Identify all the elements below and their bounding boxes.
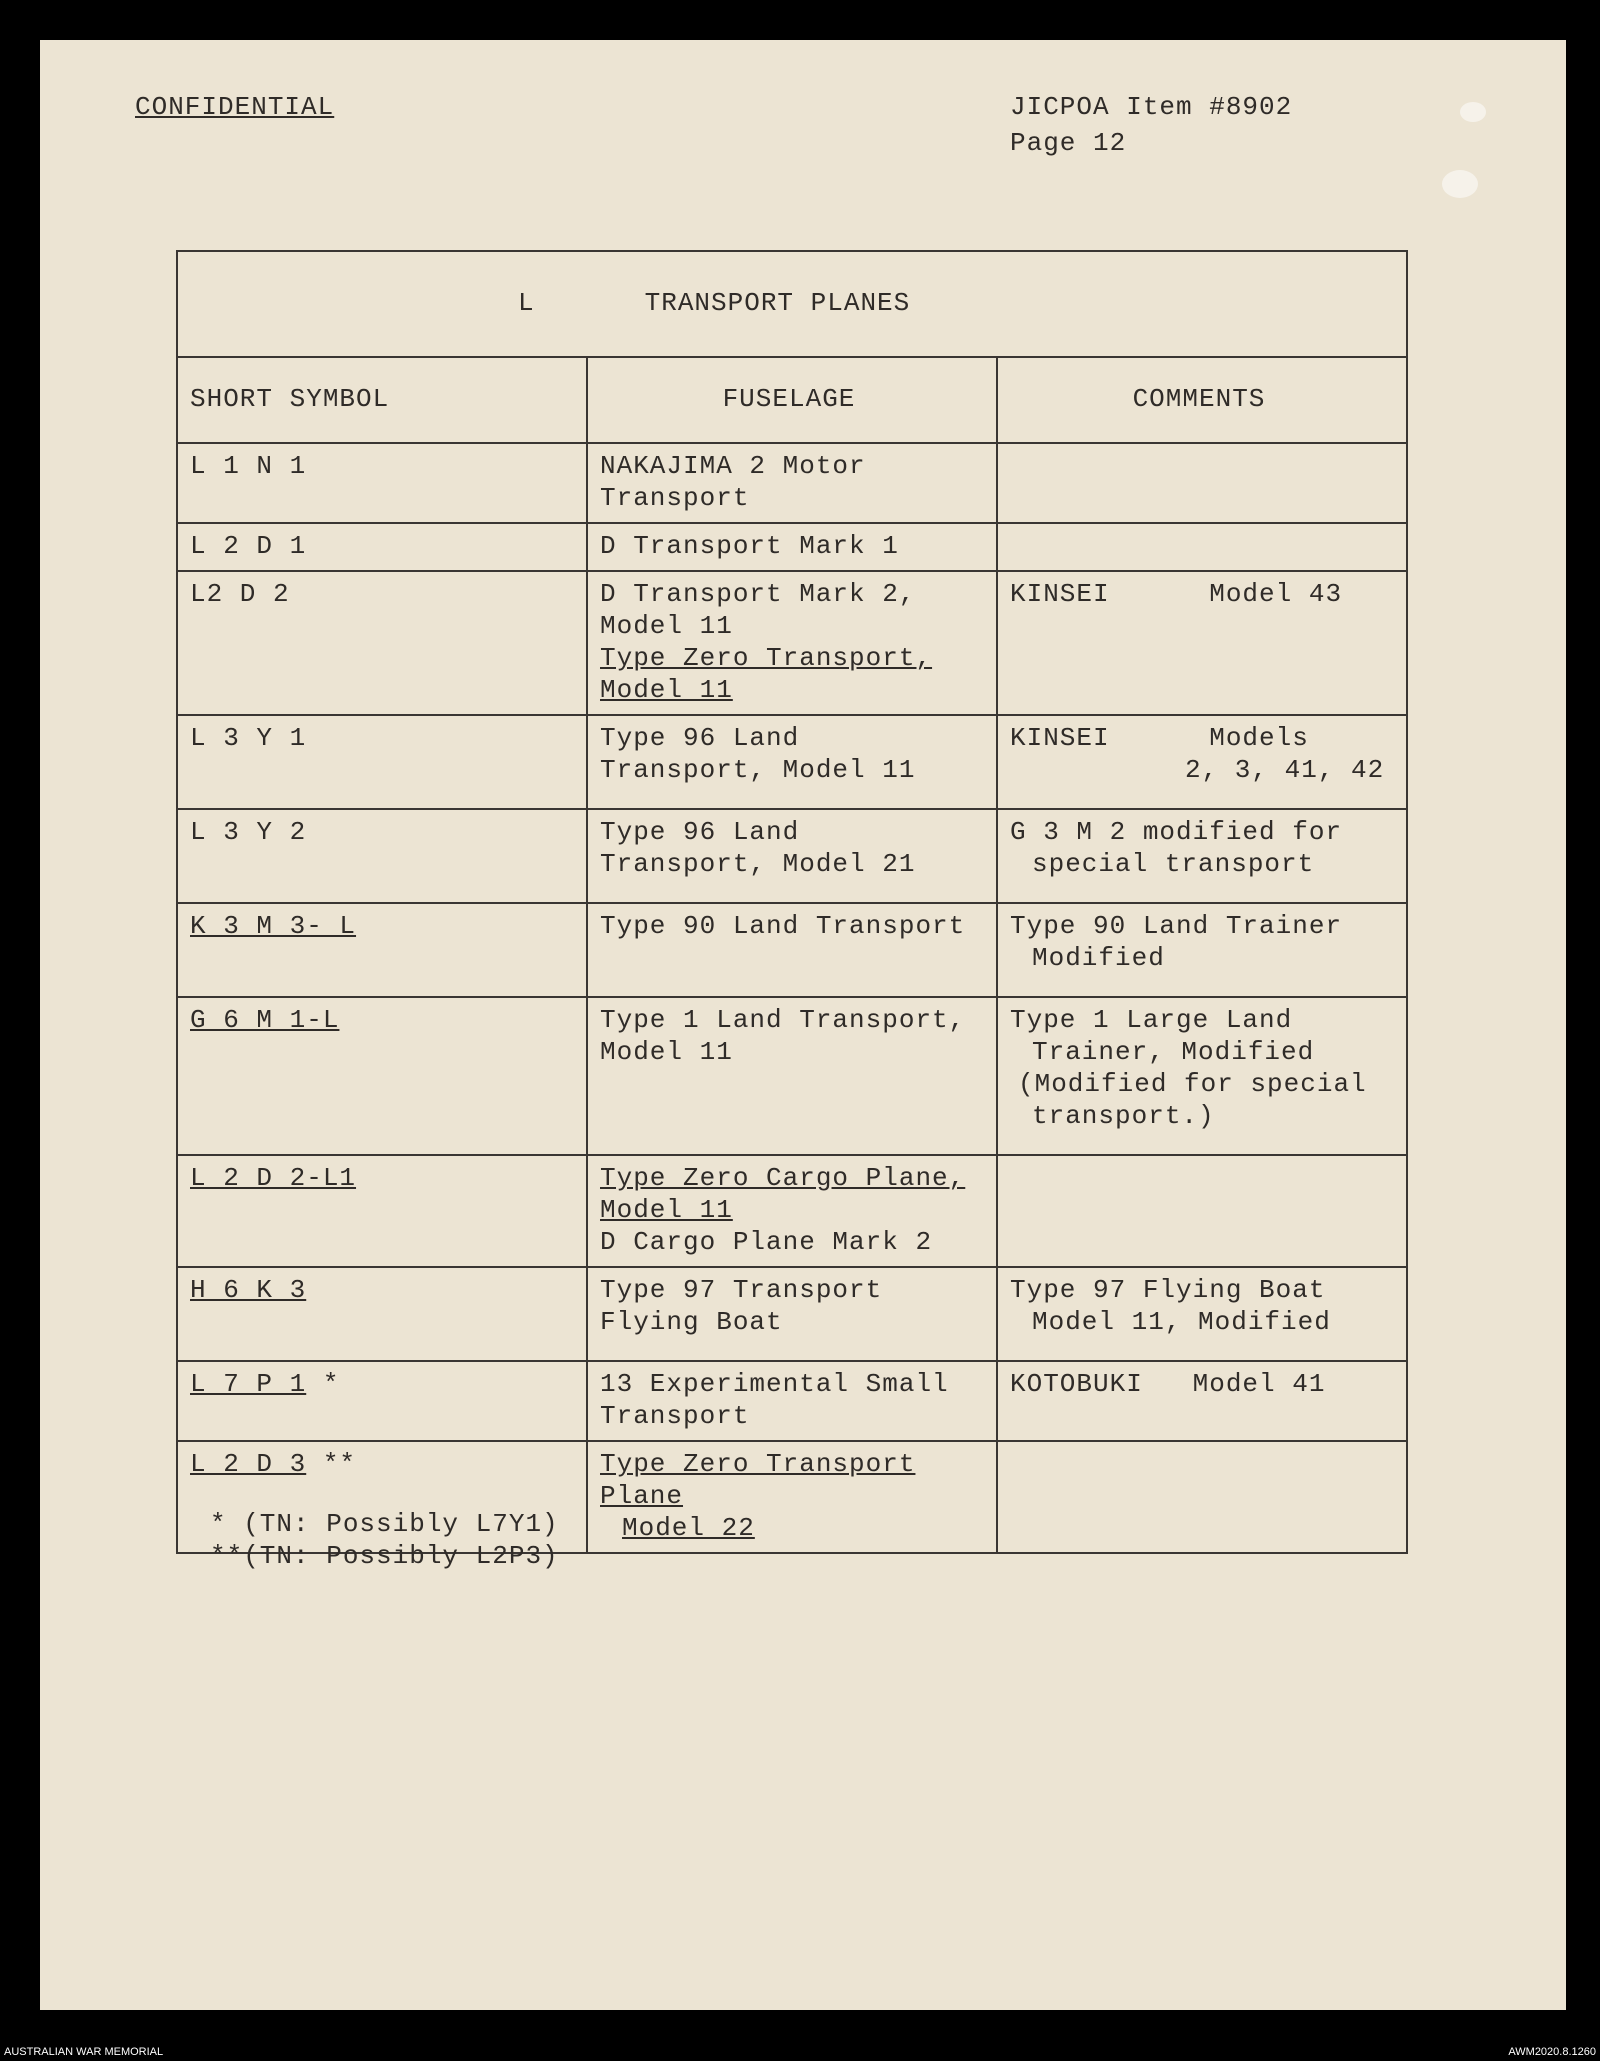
fuselage-line: D Transport Mark 1	[600, 531, 899, 561]
fuselage-cell	[587, 1361, 997, 1441]
fuselage-line: 13 Experimental Small Transport	[600, 1369, 949, 1431]
short-symbol-cell	[177, 1267, 587, 1361]
comments-cell	[997, 523, 1407, 571]
table-title-text: TRANSPORT PLANES	[644, 288, 911, 318]
table-title	[177, 251, 1407, 357]
comment-line: Model 11, Modified	[1032, 1307, 1331, 1337]
footnotes	[210, 1508, 559, 1572]
fuselage-cell	[587, 523, 997, 571]
archive-credit: AUSTRALIAN WAR MEMORIAL	[4, 2046, 164, 2058]
short-symbol: L 2 D 1	[190, 531, 307, 561]
fuselage-line: D Transport Mark 2, Model 11	[600, 579, 916, 641]
short-symbol-cell	[177, 1155, 587, 1267]
fuselage-line: Type Zero Transport Plane	[600, 1449, 916, 1511]
transport-planes-table	[176, 250, 1408, 1554]
table-header-row	[177, 357, 1407, 443]
comment-line: Type 90 Land Trainer	[1010, 911, 1343, 941]
fuselage-line: Model 22	[622, 1513, 755, 1543]
comments-cell	[997, 715, 1407, 809]
table-row	[177, 1155, 1407, 1267]
comments-cell	[997, 809, 1407, 903]
fuselage-cell	[587, 997, 997, 1155]
footnote: **(TN: Possibly L2P3)	[210, 1541, 559, 1571]
comments-cell	[997, 903, 1407, 997]
comment-line: G 3 M 2 modified for	[1010, 817, 1343, 847]
short-symbol-cell	[177, 571, 587, 715]
footnote-marker: **	[322, 1449, 357, 1479]
fuselage-line: NAKAJIMA 2 Motor Transport	[600, 451, 866, 513]
fuselage-cell	[587, 903, 997, 997]
short-symbol-cell	[177, 715, 587, 809]
fuselage-cell	[587, 715, 997, 809]
short-symbol: L 2 D 3	[190, 1449, 307, 1479]
column-header-comments: COMMENTS	[997, 357, 1407, 443]
fuselage-cell	[587, 1267, 997, 1361]
table-row	[177, 809, 1407, 903]
fuselage-line: Type 90 Land Transport	[600, 911, 966, 941]
comment-line: Modified	[1032, 943, 1165, 973]
table-row	[177, 1361, 1407, 1441]
column-header-fuselage: FUSELAGE	[587, 357, 997, 443]
short-symbol-cell	[177, 997, 587, 1155]
comments-cell	[997, 1155, 1407, 1267]
comment-line: Type 97 Flying Boat	[1010, 1275, 1326, 1305]
short-symbol: K 3 M 3- L	[190, 911, 357, 941]
fuselage-line: Type Zero Cargo Plane, Model 11	[600, 1163, 966, 1225]
comments-cell	[997, 997, 1407, 1155]
comment-line: Trainer, Modified	[1032, 1037, 1315, 1067]
table-row	[177, 997, 1407, 1155]
short-symbol: L 1 N 1	[190, 451, 307, 481]
table-row	[177, 443, 1407, 523]
short-symbol: L 7 P 1	[190, 1369, 307, 1399]
fuselage-cell	[587, 809, 997, 903]
table-row	[177, 523, 1407, 571]
classification-label: CONFIDENTIAL	[135, 92, 335, 122]
comment-line: transport.)	[1032, 1101, 1215, 1131]
paper-damage-mark	[1460, 102, 1486, 122]
short-symbol-cell	[177, 903, 587, 997]
short-symbol: L 3 Y 2	[190, 817, 307, 847]
comments-cell	[997, 1441, 1407, 1553]
table-row	[177, 571, 1407, 715]
comment-line: special transport	[1032, 849, 1315, 879]
fuselage-line: Type 96 Land Transport, Model 11	[600, 723, 916, 785]
footnote: * (TN: Possibly L7Y1)	[210, 1509, 559, 1539]
comments-cell	[997, 443, 1407, 523]
archive-reference: AWM2020.8.1260	[1508, 2046, 1596, 2058]
short-symbol-cell	[177, 523, 587, 571]
page-number: Page 12	[1010, 128, 1127, 158]
item-number: JICPOA Item #8902	[1010, 92, 1293, 122]
column-header-short-symbol: SHORT SYMBOL	[177, 357, 587, 443]
table-row	[177, 715, 1407, 809]
short-symbol-cell	[177, 1361, 587, 1441]
paper-damage-mark	[1442, 170, 1478, 198]
fuselage-line: Type Zero Transport, Model 11	[600, 643, 933, 705]
fuselage-cell	[587, 571, 997, 715]
fuselage-cell	[587, 443, 997, 523]
short-symbol: H 6 K 3	[190, 1275, 307, 1305]
comments-cell	[997, 1361, 1407, 1441]
fuselage-cell	[587, 1441, 997, 1553]
fuselage-line: Type 97 Transport Flying Boat	[600, 1275, 883, 1337]
fuselage-line: Type 1 Land Transport, Model 11	[600, 1005, 966, 1067]
short-symbol-cell	[177, 443, 587, 523]
comments-cell	[997, 1267, 1407, 1361]
table-row	[177, 903, 1407, 997]
short-symbol: G 6 M 1-L	[190, 1005, 340, 1035]
fuselage-line: Type 96 Land Transport, Model 21	[600, 817, 916, 879]
comment-line: 2, 3, 41, 42	[1185, 755, 1385, 785]
fuselage-line: D Cargo Plane Mark 2	[600, 1227, 933, 1257]
table-row	[177, 1267, 1407, 1361]
table-title-letter: L	[518, 288, 535, 318]
comment-line: KOTOBUKI Model 41	[1010, 1369, 1326, 1399]
comment-line: Type 1 Large Land	[1010, 1005, 1293, 1035]
comment-line: (Modified for special	[1018, 1069, 1367, 1099]
short-symbol: L 3 Y 1	[190, 723, 307, 753]
short-symbol: L2 D 2	[190, 579, 290, 609]
short-symbol-cell	[177, 809, 587, 903]
comment-line: KINSEI Models	[1010, 723, 1309, 753]
comments-cell	[997, 571, 1407, 715]
footnote-marker: *	[322, 1369, 340, 1399]
comment-line: KINSEI Model 43	[1010, 579, 1343, 609]
short-symbol: L 2 D 2-L1	[190, 1163, 357, 1193]
fuselage-cell	[587, 1155, 997, 1267]
